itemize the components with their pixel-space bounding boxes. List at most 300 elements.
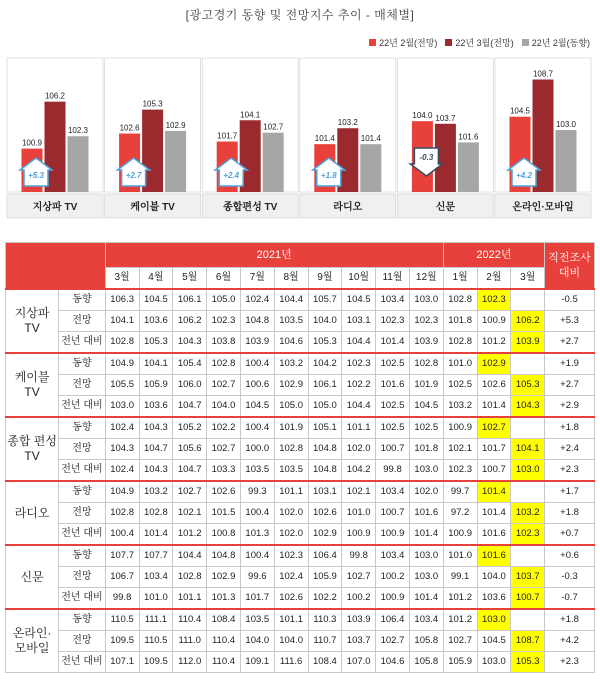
value-cell: 104.5 [409, 396, 443, 418]
value-cell: 101.8 [409, 439, 443, 460]
value-cell: 105.8 [409, 652, 443, 673]
value-cell: 105.9 [139, 375, 173, 396]
value-cell: 101.2 [173, 524, 207, 546]
value-cell: 102.8 [173, 567, 207, 588]
value-cell: 103.0 [477, 609, 511, 631]
bar-value-label-4-1: 103.7 [435, 113, 456, 123]
bar-value-label-2-1: 104.1 [240, 110, 261, 120]
value-cell: 102.4 [105, 417, 139, 439]
diff-header: 직전조사 대비 [545, 243, 595, 290]
value-cell: 103.8 [207, 332, 241, 354]
value-cell: 102.0 [409, 481, 443, 503]
value-cell: 102.1 [342, 481, 376, 503]
value-cell: 110.4 [207, 652, 241, 673]
change-label-2: +2.4 [223, 171, 240, 180]
month-header-7: 10월 [342, 268, 376, 290]
value-cell: 103.0 [105, 396, 139, 418]
value-cell: 102.9 [207, 567, 241, 588]
value-cell: 103.3 [207, 460, 241, 482]
value-cell: 100.9 [443, 524, 477, 546]
value-cell: 108.7 [511, 631, 545, 652]
value-cell: 99.1 [443, 567, 477, 588]
value-cell: 102.3 [477, 289, 511, 311]
value-cell: 100.9 [376, 588, 410, 610]
diff-cell: +1.8 [545, 503, 595, 524]
value-cell: 101.6 [409, 503, 443, 524]
media-label-0: 지상파 TV [6, 289, 59, 353]
value-cell: 101.0 [443, 545, 477, 567]
month-header-3: 6월 [207, 268, 241, 290]
metric-label: 전망 [59, 503, 106, 524]
value-cell: 102.8 [207, 353, 241, 375]
value-cell: 104.1 [511, 439, 545, 460]
table-row [6, 609, 595, 631]
value-cell: 102.7 [477, 417, 511, 439]
value-cell: 101.1 [342, 417, 376, 439]
value-cell: 103.1 [308, 481, 342, 503]
value-cell: 103.1 [342, 311, 376, 332]
metric-label: 전망 [59, 439, 106, 460]
value-cell: 100.7 [376, 503, 410, 524]
value-cell: 102.6 [207, 481, 241, 503]
media-label-4: 신문 [6, 545, 59, 609]
value-cell: 104.6 [274, 332, 308, 354]
month-header-2: 5월 [173, 268, 207, 290]
value-cell: 104.0 [308, 311, 342, 332]
bar-value-label-5-0: 104.5 [509, 106, 531, 116]
value-cell: 101.4 [376, 332, 410, 354]
value-cell: 102.8 [443, 289, 477, 311]
bar-value-label-3-2: 101.4 [360, 134, 381, 144]
diff-cell: +2.3 [545, 460, 595, 482]
month-header-5: 8월 [274, 268, 308, 290]
month-header-0: 3월 [105, 268, 139, 290]
value-cell: 111.6 [274, 652, 308, 673]
table-row [6, 588, 595, 610]
value-cell: 102.7 [342, 567, 376, 588]
value-cell: 105.3 [511, 375, 545, 396]
value-cell: 107.7 [139, 545, 173, 567]
value-cell: 100.2 [376, 567, 410, 588]
value-cell: 107.0 [342, 652, 376, 673]
value-cell: 102.8 [409, 353, 443, 375]
value-cell: 104.9 [105, 353, 139, 375]
value-cell: 106.0 [173, 375, 207, 396]
bar-value-label-4-0: 104.0 [412, 111, 433, 121]
value-cell: 100.8 [207, 524, 241, 546]
value-cell: 104.5 [240, 396, 274, 418]
table-row [6, 631, 595, 652]
value-cell: 105.0 [207, 289, 241, 311]
diff-cell: +2.3 [545, 652, 595, 673]
year-header-2022: 2022년 [443, 243, 544, 268]
value-cell: 104.8 [240, 311, 274, 332]
table-row [6, 503, 595, 524]
metric-label: 전년 대비 [59, 588, 106, 610]
value-cell: 102.3 [376, 311, 410, 332]
bar-value-label-4-2: 101.6 [458, 132, 479, 142]
value-cell: 99.6 [240, 567, 274, 588]
table-row [6, 396, 595, 418]
bar-value-label-5-2: 103.0 [555, 120, 577, 129]
value-cell: 103.2 [139, 481, 173, 503]
value-cell: 103.9 [409, 332, 443, 354]
value-cell: 104.2 [342, 460, 376, 482]
value-cell: 101.2 [443, 588, 477, 610]
diff-cell: -0.7 [545, 588, 595, 610]
month-header-12: 3월 [511, 268, 545, 290]
value-cell: 102.7 [207, 439, 241, 460]
value-cell: 101.7 [240, 588, 274, 610]
value-cell: 105.9 [308, 567, 342, 588]
value-cell: 102.7 [173, 481, 207, 503]
value-cell: 103.0 [409, 289, 443, 311]
value-cell: 104.6 [376, 652, 410, 673]
value-cell: 104.4 [342, 396, 376, 418]
value-cell: 110.3 [308, 609, 342, 631]
value-cell: 101.1 [274, 481, 308, 503]
value-cell: 104.8 [207, 545, 241, 567]
media-label-2: 종합 편성 TV [6, 417, 59, 481]
value-cell: 102.3 [207, 311, 241, 332]
value-cell: 103.4 [376, 289, 410, 311]
value-cell: 102.7 [207, 375, 241, 396]
bar-chart [0, 0, 600, 230]
value-cell: 102.6 [308, 503, 342, 524]
value-cell: 110.4 [173, 609, 207, 631]
value-cell: 109.1 [240, 652, 274, 673]
category-label-1: 케이블 TV [130, 202, 175, 213]
value-cell: 110.4 [207, 631, 241, 652]
value-cell: 103.5 [240, 609, 274, 631]
value-cell: 108.4 [207, 609, 241, 631]
value-cell: 106.2 [511, 311, 545, 332]
value-cell: 102.8 [139, 503, 173, 524]
table-row [6, 439, 595, 460]
value-cell: 103.6 [477, 588, 511, 610]
diff-cell: +0.7 [545, 524, 595, 546]
bar-3-2 [360, 144, 381, 192]
value-cell: 104.3 [105, 439, 139, 460]
value-cell: 105.4 [173, 353, 207, 375]
value-cell [511, 417, 545, 439]
value-cell: 102.2 [342, 375, 376, 396]
value-cell: 106.3 [105, 289, 139, 311]
value-cell: 102.6 [274, 588, 308, 610]
value-cell: 101.6 [376, 375, 410, 396]
value-cell: 107.1 [105, 652, 139, 673]
value-cell: 102.5 [376, 396, 410, 418]
diff-cell: +1.7 [545, 481, 595, 503]
table-row [6, 289, 595, 311]
category-label-3: 라디오 [333, 202, 363, 213]
value-cell: 103.0 [409, 567, 443, 588]
value-cell: 104.3 [173, 332, 207, 354]
value-cell: 102.2 [207, 417, 241, 439]
month-header-10: 1월 [443, 268, 477, 290]
value-cell: 97.2 [443, 503, 477, 524]
legend-label-s2: 22년 3월(전망) [455, 38, 514, 48]
value-cell: 104.4 [274, 289, 308, 311]
value-cell: 104.8 [308, 460, 342, 482]
bar-value-label-3-0: 101.4 [314, 134, 335, 144]
value-cell: 105.3 [308, 332, 342, 354]
value-cell: 99.3 [240, 481, 274, 503]
metric-label: 동향 [59, 417, 106, 439]
value-cell: 104.0 [477, 567, 511, 588]
bar-4-2 [458, 142, 479, 192]
bar-value-label-0-0: 100.9 [21, 138, 43, 148]
value-cell: 99.8 [376, 460, 410, 482]
value-cell: 104.3 [139, 460, 173, 482]
value-cell: 104.3 [139, 417, 173, 439]
value-cell: 106.4 [376, 609, 410, 631]
value-cell: 101.4 [477, 396, 511, 418]
value-cell: 99.7 [443, 481, 477, 503]
value-cell: 102.1 [443, 439, 477, 460]
value-cell: 102.8 [105, 503, 139, 524]
change-label-5: +4.2 [516, 171, 532, 180]
table-row [6, 524, 595, 546]
diff-cell: +5.3 [545, 311, 595, 332]
value-cell: 102.5 [409, 417, 443, 439]
value-cell: 104.7 [139, 439, 173, 460]
value-cell: 102.8 [443, 332, 477, 354]
value-cell: 103.4 [376, 481, 410, 503]
value-cell: 111.0 [173, 631, 207, 652]
month-header-6: 9월 [308, 268, 342, 290]
value-cell: 102.9 [308, 524, 342, 546]
metric-label: 전년 대비 [59, 524, 106, 546]
value-cell: 100.4 [240, 353, 274, 375]
value-cell: 101.0 [342, 503, 376, 524]
value-cell: 102.3 [342, 353, 376, 375]
change-label-3: +1.8 [320, 171, 337, 180]
value-cell: 102.9 [274, 375, 308, 396]
value-cell: 101.6 [477, 545, 511, 567]
bar-value-label-3-1: 103.2 [337, 118, 358, 128]
value-cell: 104.0 [274, 631, 308, 652]
value-cell: 103.7 [342, 631, 376, 652]
value-cell: 105.2 [173, 417, 207, 439]
value-cell: 103.5 [274, 460, 308, 482]
bar-value-label-1-2: 102.9 [165, 120, 186, 130]
bar-value-label-2-2: 102.7 [263, 122, 284, 132]
value-cell: 102.0 [274, 503, 308, 524]
value-cell: 100.7 [376, 439, 410, 460]
value-cell: 106.1 [308, 375, 342, 396]
value-cell: 106.2 [173, 311, 207, 332]
value-cell: 100.0 [240, 439, 274, 460]
value-cell: 100.9 [376, 524, 410, 546]
diff-cell: +0.6 [545, 545, 595, 567]
value-cell [511, 545, 545, 567]
bar-5-2 [556, 130, 577, 192]
value-cell [511, 289, 545, 311]
value-cell: 102.5 [376, 353, 410, 375]
diff-cell: +1.9 [545, 353, 595, 375]
bar-value-label-5-1: 108.7 [532, 69, 554, 79]
value-cell: 104.1 [105, 311, 139, 332]
bar-value-label-1-1: 105.3 [142, 99, 163, 109]
diff-cell: +2.9 [545, 396, 595, 418]
diff-cell: +1.8 [545, 417, 595, 439]
value-cell: 103.4 [409, 609, 443, 631]
value-cell: 99.8 [105, 588, 139, 610]
value-cell: 102.5 [443, 375, 477, 396]
metric-label: 동향 [59, 545, 106, 567]
value-cell: 101.0 [443, 353, 477, 375]
value-cell: 105.9 [443, 652, 477, 673]
table-row [6, 460, 595, 482]
change-label-4: -0.3 [419, 153, 434, 162]
value-cell: 110.7 [308, 631, 342, 652]
metric-label: 전년 대비 [59, 460, 106, 482]
value-cell: 102.7 [443, 631, 477, 652]
bar-value-label-2-0: 101.7 [217, 131, 238, 141]
value-cell: 104.1 [139, 353, 173, 375]
value-cell: 104.4 [342, 332, 376, 354]
value-cell: 103.7 [511, 567, 545, 588]
month-header-9: 12월 [409, 268, 443, 290]
value-cell: 102.3 [409, 311, 443, 332]
value-cell: 100.4 [240, 503, 274, 524]
value-cell: 100.7 [477, 460, 511, 482]
bar-1-2 [165, 131, 186, 192]
category-label-5: 온라인·모바일 [512, 202, 574, 213]
diff-cell: -0.5 [545, 289, 595, 311]
table-row [6, 311, 595, 332]
value-cell: 104.3 [511, 396, 545, 418]
value-cell: 104.5 [342, 289, 376, 311]
table-row [6, 353, 595, 375]
value-cell: 110.5 [139, 631, 173, 652]
change-label-0: +5.3 [28, 171, 44, 180]
value-cell: 101.8 [443, 311, 477, 332]
value-cell: 102.6 [477, 375, 511, 396]
media-label-5: 온라인· 모바일 [6, 609, 59, 673]
value-cell [511, 353, 545, 375]
table-row [6, 481, 595, 503]
value-cell: 102.8 [105, 332, 139, 354]
diff-cell: +4.2 [545, 631, 595, 652]
value-cell: 101.9 [274, 417, 308, 439]
value-cell: 106.4 [308, 545, 342, 567]
value-cell: 101.4 [477, 481, 511, 503]
value-cell: 103.2 [511, 503, 545, 524]
value-cell: 101.3 [207, 588, 241, 610]
value-cell: 103.0 [409, 460, 443, 482]
table-row [6, 567, 595, 588]
metric-label: 전년 대비 [59, 396, 106, 418]
value-cell: 104.0 [240, 631, 274, 652]
value-cell: 100.2 [342, 588, 376, 610]
value-cell: 106.1 [173, 289, 207, 311]
bar-value-label-1-0: 102.6 [119, 123, 140, 133]
value-cell: 103.4 [376, 545, 410, 567]
value-cell: 103.9 [342, 609, 376, 631]
value-cell: 102.8 [274, 439, 308, 460]
value-cell: 105.1 [308, 417, 342, 439]
value-cell: 112.0 [173, 652, 207, 673]
table-row [6, 545, 595, 567]
value-cell: 101.9 [409, 375, 443, 396]
value-cell: 99.8 [342, 545, 376, 567]
value-cell: 101.6 [477, 524, 511, 546]
value-cell: 103.5 [274, 311, 308, 332]
category-label-2: 종합편성 TV [223, 202, 278, 213]
bar-value-label-0-2: 102.3 [67, 126, 89, 136]
value-cell: 103.0 [511, 460, 545, 482]
value-cell: 100.4 [240, 417, 274, 439]
metric-label: 동향 [59, 289, 106, 311]
value-cell: 103.2 [274, 353, 308, 375]
metric-label: 동향 [59, 481, 106, 503]
table-row [6, 332, 595, 354]
value-cell: 107.7 [105, 545, 139, 567]
value-cell: 101.5 [207, 503, 241, 524]
value-cell [511, 481, 545, 503]
value-cell: 111.1 [139, 609, 173, 631]
value-cell: 105.0 [274, 396, 308, 418]
value-cell: 100.9 [477, 311, 511, 332]
value-cell: 104.2 [308, 353, 342, 375]
value-cell: 102.3 [443, 460, 477, 482]
category-label-0: 지상파 TV [32, 202, 78, 213]
value-cell: 105.3 [511, 652, 545, 673]
month-header-11: 2월 [477, 268, 511, 290]
legend-label-s1: 22년 2월(전망) [379, 38, 438, 48]
metric-label: 전년 대비 [59, 332, 106, 354]
month-header-8: 11월 [376, 268, 410, 290]
table-row [6, 652, 595, 673]
value-cell: 101.1 [173, 588, 207, 610]
value-cell: 100.6 [240, 375, 274, 396]
metric-label: 전망 [59, 631, 106, 652]
value-cell: 102.4 [274, 567, 308, 588]
bar-2-2 [263, 133, 284, 192]
value-cell: 101.0 [139, 588, 173, 610]
value-cell: 103.5 [240, 460, 274, 482]
media-label-1: 케이블 TV [6, 353, 59, 417]
value-cell: 100.9 [443, 417, 477, 439]
value-cell: 105.8 [409, 631, 443, 652]
category-label-4: 신문 [435, 202, 456, 213]
value-cell: 101.2 [477, 332, 511, 354]
value-cell: 100.7 [511, 588, 545, 610]
value-cell [511, 609, 545, 631]
value-cell: 110.5 [105, 609, 139, 631]
value-cell: 104.0 [207, 396, 241, 418]
bar-value-label-0-1: 106.2 [44, 91, 66, 101]
value-cell: 102.0 [274, 524, 308, 546]
value-cell: 104.7 [173, 460, 207, 482]
value-cell: 102.4 [105, 460, 139, 482]
value-cell: 103.0 [477, 652, 511, 673]
value-cell: 102.1 [173, 503, 207, 524]
value-cell: 102.2 [308, 588, 342, 610]
value-cell: 105.6 [173, 439, 207, 460]
value-cell: 105.0 [308, 396, 342, 418]
value-cell: 105.5 [105, 375, 139, 396]
value-cell: 101.1 [274, 609, 308, 631]
value-cell: 105.3 [139, 332, 173, 354]
value-cell: 102.3 [511, 524, 545, 546]
value-cell: 100.9 [342, 524, 376, 546]
value-cell: 101.4 [477, 503, 511, 524]
value-cell: 105.7 [308, 289, 342, 311]
value-cell: 104.9 [105, 481, 139, 503]
